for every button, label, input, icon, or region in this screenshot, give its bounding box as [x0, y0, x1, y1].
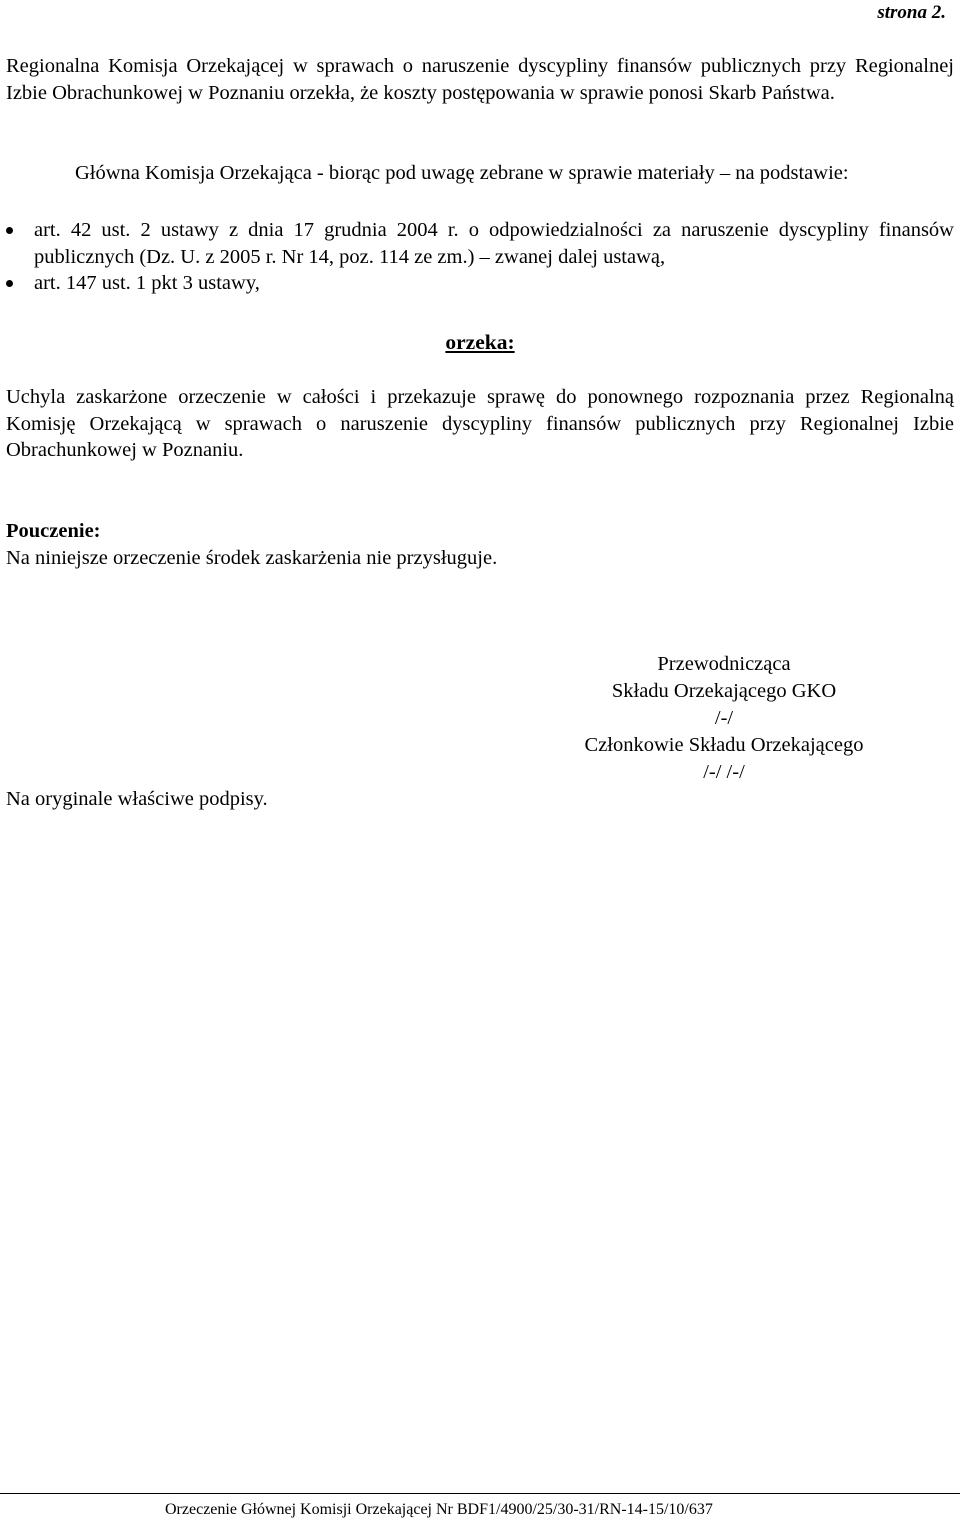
ruling-heading: orzeka:: [445, 330, 515, 354]
instruction-heading: Pouczenie:: [6, 520, 101, 542]
members-title: Członkowie Składu Orzekającego: [584, 734, 864, 756]
intro-paragraph: Regionalna Komisja Orzekającej w sprawach o naruszenie dyscypliny finansów publicznych przy Regionalnej Izbie Obrachunkowej w Poznaniu orzekła, że koszty postępowania w sprawie ponosi Skarb Państwa.: [6, 55, 954, 104]
footer-text: Orzeczenie Głównej Komisji Orzekającej Nr BDF1/4900/25/30-31/RN-14-15/10/637: [165, 1501, 713, 1518]
ruling-text: Uchyla zaskarżone orzeczenie w całości i przekazuje sprawę do ponownego rozpoznania przez Regionalną Komisję Orzekającą w sprawach o naruszenie dyscypliny finansów publicznych przy Regionalnej Izbie Obrachunkowej w Poznaniu.: [6, 386, 954, 461]
legal-basis-text: art. 147 ust. 1 pkt 3 ustawy,: [34, 272, 260, 294]
chair-signature: /-/: [714, 707, 734, 729]
legal-basis-text: art. 42 ust. 2 ustawy z dnia 17 grudnia 2004 r. o odpowiedzialności za naruszenie dyscypliny finansów publicznych (Dz. U. z 2005 r. Nr 14, poz. 114 ze zm.) – zwanej dalej ustawą,: [34, 219, 954, 268]
bullet-icon: [6, 280, 13, 287]
chair-title: Przewodnicząca: [657, 653, 791, 675]
footer: [0, 1493, 960, 1518]
instruction-text: Na niniejsze orzeczenie środek zaskarżenia nie przysługuje.: [6, 547, 498, 569]
legal-basis-list: [6, 217, 954, 297]
list-item: [6, 217, 954, 270]
basis-paragraph: Główna Komisja Orzekająca - biorąc pod uwagę zebrane w sprawie materiały – na podstawie:: [75, 162, 849, 184]
chair-body: Składu Orzekającego GKO: [611, 680, 837, 702]
members-signature: /-/ /-/: [703, 761, 745, 783]
original-signatures-note: Na oryginale właściwe podpisy.: [6, 788, 268, 810]
bullet-icon: [6, 227, 13, 234]
list-item: [6, 270, 954, 297]
page-number: strona 2.: [877, 2, 946, 23]
